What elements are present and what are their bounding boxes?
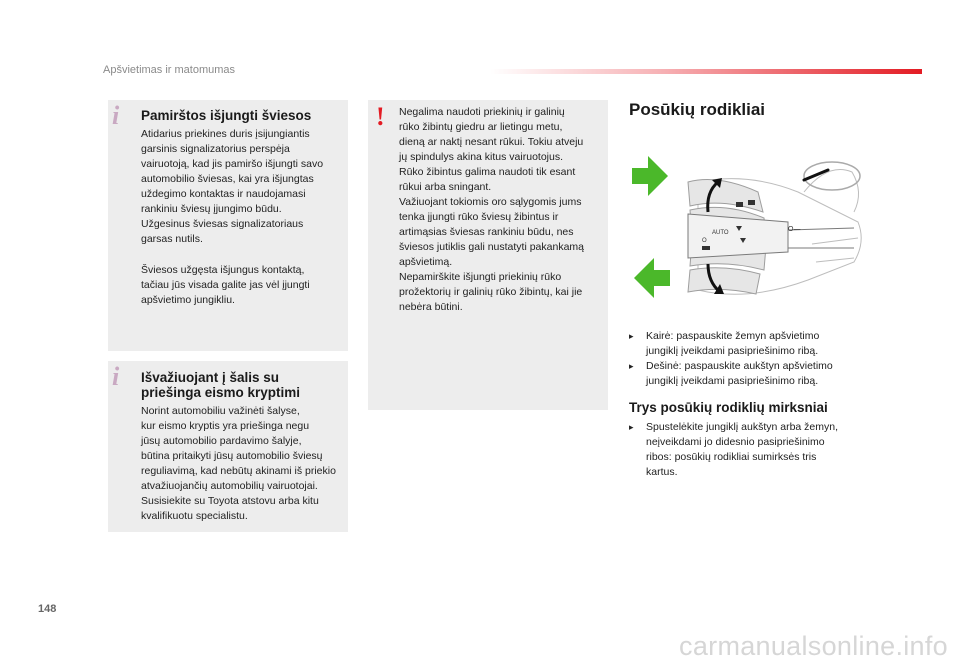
info-icon: i [112, 101, 120, 130]
info-box-driving-abroad [108, 361, 348, 532]
bullet-list-item: ▸ Kairė: paspauskite žemyn apšvietimo jungiklį įveikdami pasipriešinimo ribą. [629, 330, 820, 357]
header-title: Apšvietimas ir matomumas [103, 64, 236, 76]
bullet-list-item: ▸ Spustelėkite jungiklį aukštyn arba žemyn, neįveikdami jo didesnio pasipriešinimo ribos: posūkių rodikliai sumirksės tris kartus. [629, 421, 839, 478]
auto-label: AUTO [712, 230, 729, 236]
watermark: carmanualsonline.info [679, 631, 948, 661]
box-paragraph: Norint automobiliu važinėti šalyse, kur eismo kryptis yra priešinga negu jūsų automobilio pardavimo šalyje, būtina pritaikyti jūsų automobilio šviesų reguliavimą, kad nebūtų akinami iš priekio atvažiuojančių automobilių vairuotojai. Susisiekite su Toyota atstovu arba kitu kvalifikuotu specialistu. [141, 405, 336, 522]
dash-label: O— [788, 226, 801, 233]
bullet-arrow-icon: ▸ [629, 422, 634, 432]
box-paragraph: Šviesos užgęsta išjungus kontaktą, tačiau jūs visada galite jas vėl įjungti apšvietimo jungikliu. [141, 264, 310, 306]
info-icon: i [112, 362, 120, 391]
green-arrow-left-icon [634, 258, 670, 298]
green-arrow-right-icon [632, 156, 668, 196]
bullet-arrow-icon: ▸ [629, 361, 634, 371]
page-number: 148 [38, 603, 57, 615]
box-title: Išvažiuojant į šalis su priešinga eismo kryptimi [141, 370, 301, 400]
bullet-list-item: ▸ Dešinė: paspauskite aukštyn apšvietimo jungiklį įveikdami pasipriešinimo ribą. [629, 360, 833, 387]
bullet-arrow-icon: ▸ [629, 331, 634, 341]
info-box-forgotten-lights [108, 100, 348, 351]
warning-box-fog-lights [368, 100, 608, 410]
off-label: O [702, 238, 707, 244]
box-paragraph: Negalima naudoti priekinių ir galinių rūko žibintų giedru ar lietingu metu, dieną ar naktį nesant rūkui. Tokiu atveju jų spindulys akina kitus vairuotojus. Rūko žibintus galima naudoti tik esant rūkui arba sningant. Važiuojant tokiomis oro sąlygomis jums tenka įjungti rūko šviesų žibintus ir artimąsias šviesas rankiniu būdu, nes šviesos jutiklis gali nustatyti pakankamą apšvietimą. Nepamirškite išjungti priekinių rūko prožektorių ir galinių rūko žibintų, kai jie nebėra būtini. [399, 106, 585, 313]
turn-signal-stalk-illustration [628, 152, 866, 312]
header-accent-bar [490, 69, 922, 74]
section-title-three-flash: Trys posūkių rodiklių mirksniai [629, 400, 828, 415]
box-paragraph: Atidarius priekines duris įsijungiantis garsinis signalizatorius perspėja vairuotoją, kad jis pamiršo išjungti savo automobilio šviesas, kai yra išjungtas uždegimo kontaktas ir naudojamasi rankiniu šviesų įjungimo būdu. Užgesinus šviesas signalizatoriaus garsas nutils. [141, 128, 324, 245]
steering-wheel-icon [804, 162, 860, 190]
warning-icon: ! [376, 102, 385, 131]
section-title-turn-signals: Posūkių rodikliai [629, 100, 766, 119]
box-title: Pamirštos išjungti šviesos [141, 108, 312, 123]
